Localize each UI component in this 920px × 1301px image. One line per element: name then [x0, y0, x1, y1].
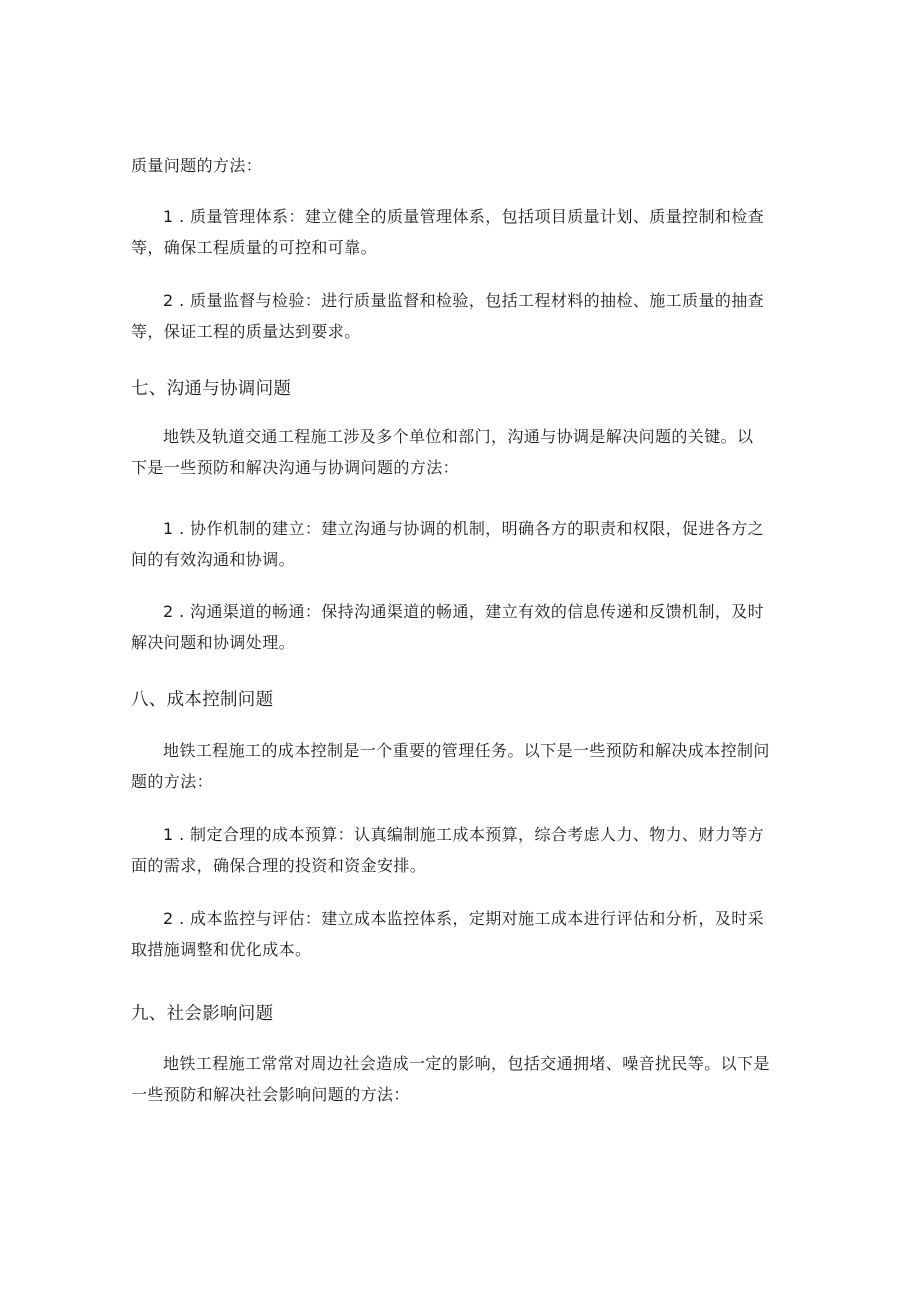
section-8-item-1 [131, 819, 791, 881]
section-8-item-2 [131, 903, 791, 965]
section-7-item-1-line1: 1 . 协作机制的建立：建立沟通与协调的机制，明确各方的职责和权限，促进各方之 [163, 519, 765, 538]
quality-item-1 [131, 201, 791, 263]
section-7-item-2-line2: 解决问题和协调处理。 [131, 633, 296, 652]
section-8-paragraph [131, 735, 791, 797]
section-7-item-1-line2: 间的有效沟通和协调。 [131, 550, 296, 569]
section-8-para-line1: 地铁工程施工的成本控制是一个重要的管理任务。以下是一些预防和解决成本控制问 [163, 741, 770, 760]
intro-paragraph [131, 150, 791, 181]
section-7-item-2 [131, 596, 791, 658]
section-7-item-2-line1: 2 . 沟通渠道的畅通：保持沟通渠道的畅通，建立有效的信息传递和反馈机制，及时 [163, 602, 765, 621]
section-8-item-1-line1: 1 . 制定合理的成本预算：认真编制施工成本预算，综合考虑人力、物力、财力等方 [163, 825, 765, 844]
quality-item-1-line2: 等，确保工程质量的可控和可靠。 [131, 238, 378, 257]
intro-line: 质量问题的方法： [131, 156, 263, 175]
quality-item-2-line1: 2 . 质量监督与检验：进行质量监督和检验，包括工程材料的抽检、施工质量的抽查 [163, 291, 765, 310]
section-7-para-line2: 下是一些预防和解决沟通与协调问题的方法： [131, 458, 460, 477]
section-8-item-1-line2: 面的需求，确保合理的投资和资金安排。 [131, 856, 427, 875]
section-9-para-line1: 地铁工程施工常常对周边社会造成一定的影响，包括交通拥堵、噪音扰民等。以下是 [163, 1054, 770, 1073]
section-8-heading: 八、成本控制问题 [131, 690, 274, 710]
quality-item-2-line2: 等，保证工程的质量达到要求。 [131, 322, 361, 341]
section-7-heading: 七、沟通与协调问题 [131, 379, 292, 399]
section-8-item-2-line1: 2 . 成本监控与评估：建立成本监控体系，定期对施工成本进行评估和分析，及时采 [163, 909, 765, 928]
section-8-item-2-line2: 取措施调整和优化成本。 [131, 940, 312, 959]
section-9-heading: 九、社会影响问题 [131, 1004, 274, 1024]
quality-item-1-line1: 1 . 质量管理体系：建立健全的质量管理体系，包括项目质量计划、质量控制和检查 [163, 207, 765, 226]
section-7-para-line1: 地铁及轨道交通工程施工涉及多个单位和部门，沟通与协调是解决问题的关键。以 [163, 427, 754, 446]
section-7-paragraph [131, 421, 791, 483]
section-9-paragraph [131, 1048, 791, 1110]
section-8-para-line2: 题的方法： [131, 772, 214, 791]
section-7-item-1 [131, 513, 791, 575]
section-9-para-line2: 一些预防和解决社会影响问题的方法： [131, 1085, 410, 1104]
quality-item-2 [131, 285, 791, 347]
